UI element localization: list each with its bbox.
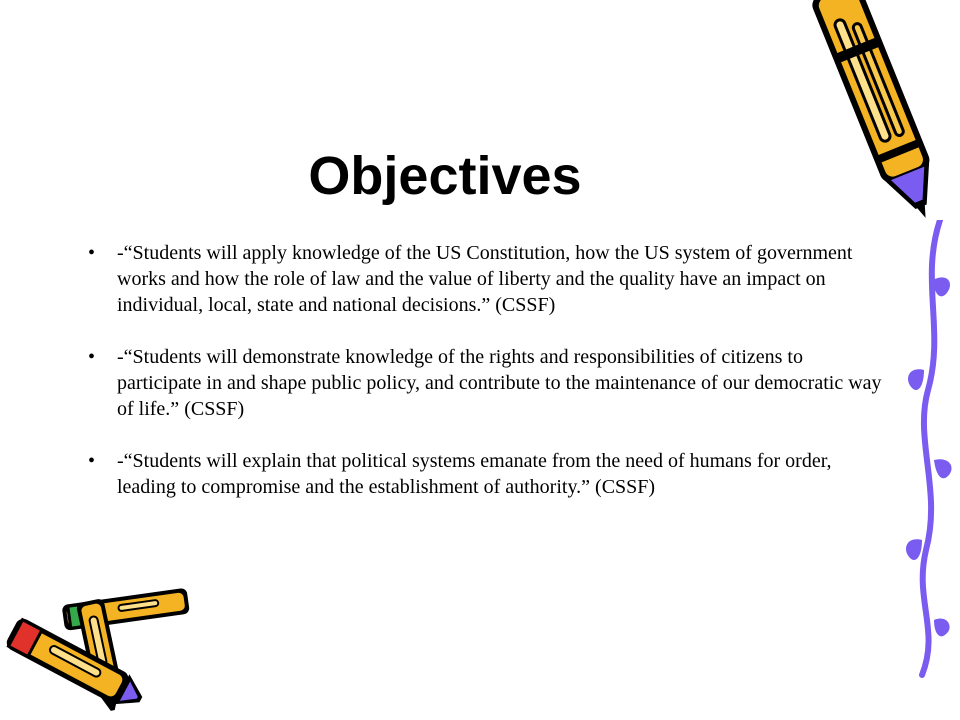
objective-text: -“Students will apply knowledge of the US Constitution, how the US system of government works and how the role of law and the value of liberty and the quality have an impact on individual, local, state and national decisions.” (CSSF) [117,242,853,316]
bullet-icon: • [88,450,96,472]
pencils-icon [0,580,200,720]
objectives-list [84,240,884,526]
bullet-icon: • [88,242,96,264]
list-item [84,344,884,422]
objective-text: -“Students will demonstrate knowledge of the rights and responsibilities of citizens to participate in and shape public policy, and contribute to the maintenance of our democratic way of life.” (CSSF) [117,346,882,420]
slide-title: Objectives [308,146,582,207]
vine-icon [900,220,960,680]
bullet-icon: • [88,346,96,368]
list-item [84,448,884,500]
objective-text: -“Students will explain that political systems emanate from the need of humans for order, leading to compromise and the establishment of authority.” (CSSF) [117,450,832,498]
pencil-icon [808,0,960,230]
list-item [84,240,884,318]
